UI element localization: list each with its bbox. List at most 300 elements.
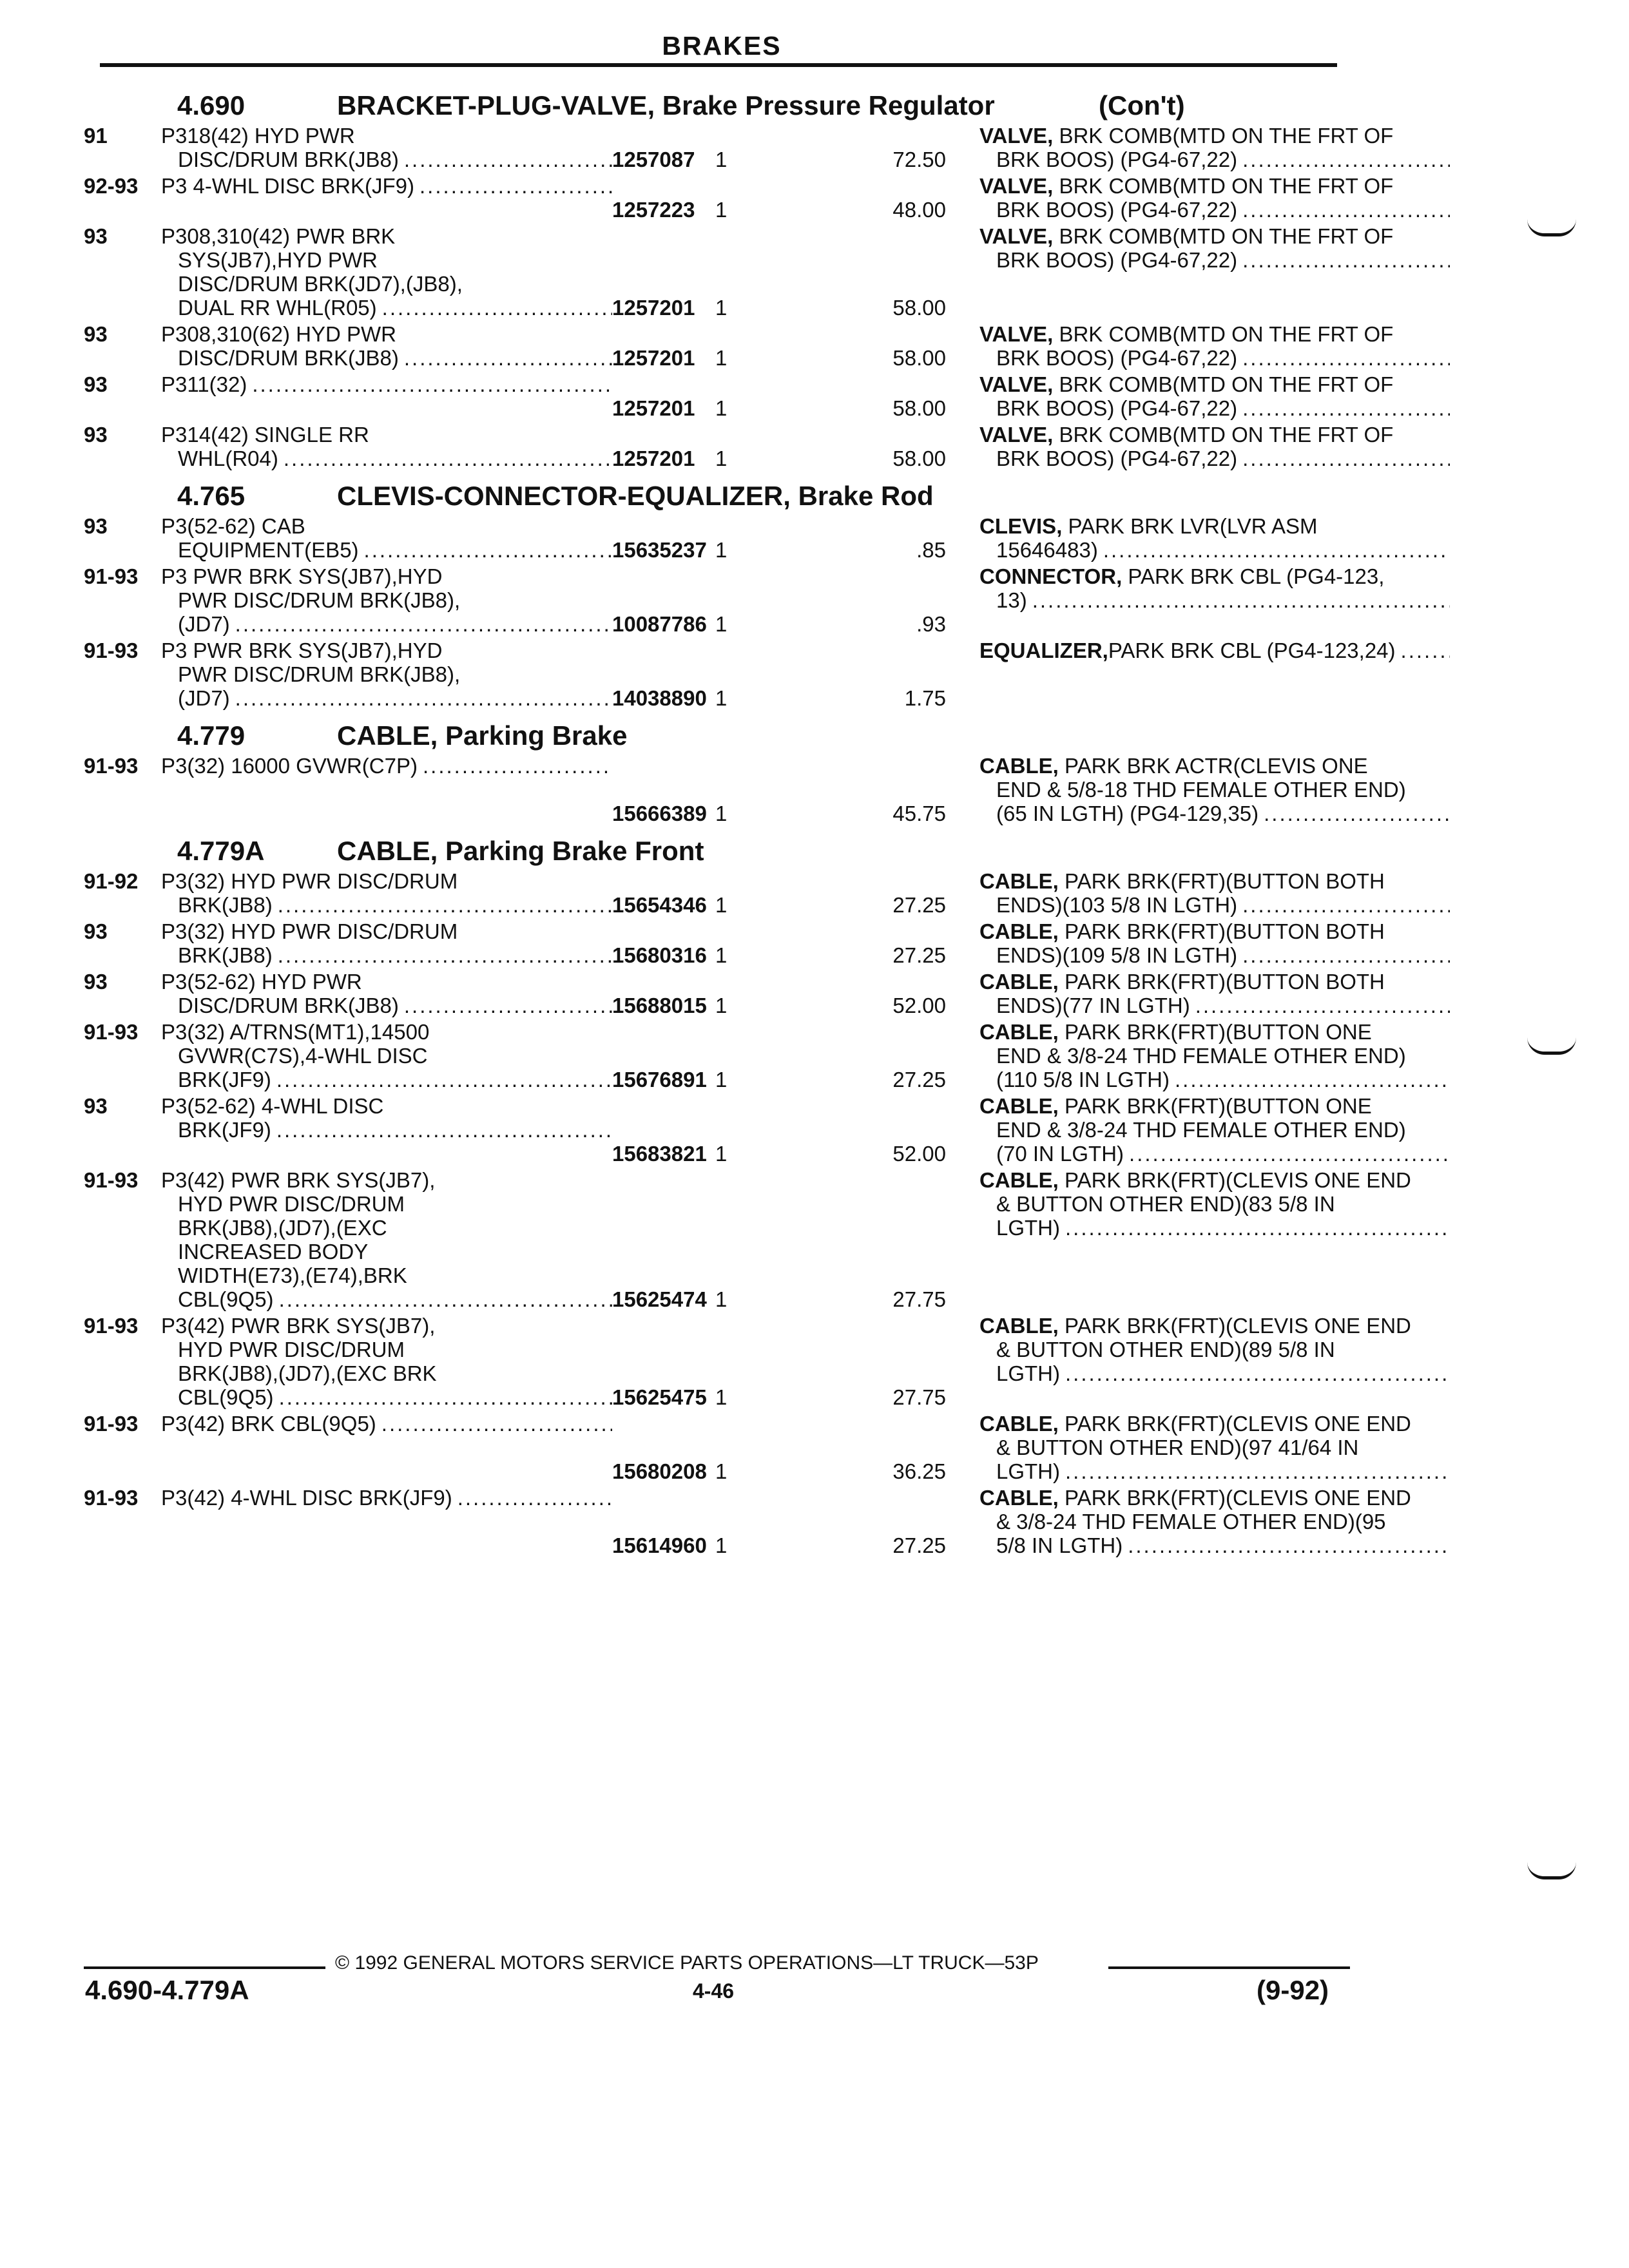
quantity-cell [696, 1094, 780, 1166]
part-line [979, 248, 1450, 272]
quantity: 1 [715, 893, 728, 917]
price: 27.25 [892, 893, 946, 917]
binder-mark [1527, 1037, 1576, 1055]
part-line [979, 1412, 1450, 1436]
price-cell [780, 1314, 979, 1409]
description-line: P3(32) A/TRNS(MT1),14500 [161, 1020, 430, 1044]
part-line [979, 943, 1450, 967]
description-text: P311(32) [161, 372, 247, 396]
list-item [84, 1094, 1406, 1166]
list-item [84, 869, 1385, 917]
description-line [161, 754, 612, 778]
description-line: P3(52-62) 4-WHL DISC [161, 1094, 384, 1118]
model-years: 91-93 [84, 564, 139, 588]
description-line: P314(42) SINGLE RR [161, 423, 369, 447]
part-description [979, 564, 1450, 636]
part-name: CABLE, [979, 1020, 1059, 1044]
part-name: VALVE, [979, 322, 1054, 346]
application-description [161, 514, 612, 562]
quantity-cell [696, 514, 780, 562]
part-number: 1257201 [612, 447, 695, 470]
part-number: 15676891 [612, 1068, 707, 1091]
part-line: END & 5/8-18 THD FEMALE OTHER END) [996, 778, 1406, 802]
part-name: CABLE, [979, 1412, 1059, 1436]
price: 27.25 [892, 943, 946, 967]
description-text: DUAL RR WHL(R05) [178, 296, 377, 320]
part-line [979, 174, 1450, 198]
part-name: CABLE, [979, 869, 1059, 893]
application-description [161, 372, 612, 420]
part-number-cell [612, 754, 707, 825]
model-years: 91-93 [84, 1020, 139, 1044]
part-name: CONNECTOR, [979, 564, 1123, 588]
part-text: 5/8 IN LGTH) [996, 1533, 1123, 1557]
application-description [161, 1020, 612, 1091]
part-text: 13) [996, 588, 1027, 612]
quantity: 1 [715, 296, 728, 320]
quantity-cell [696, 1168, 780, 1311]
price: 27.25 [892, 1068, 946, 1091]
revision-date: (9-92) [1257, 1975, 1329, 2005]
list-item [84, 1168, 1411, 1311]
description-line: INCREASED BODY [178, 1240, 369, 1264]
price-cell [780, 919, 979, 967]
part-line [979, 1094, 1450, 1118]
part-text: PARK BRK LVR(LVR ASM [1068, 514, 1318, 538]
price-cell [780, 1020, 979, 1091]
part-line [979, 372, 1450, 396]
price: 58.00 [892, 296, 946, 320]
list-item [84, 423, 1394, 470]
part-text: 15646483) [996, 538, 1098, 562]
description-line: P308,310(42) PWR BRK [161, 224, 396, 248]
part-number-cell [612, 1020, 707, 1091]
application-description [161, 639, 612, 710]
part-text: PARK BRK(FRT)(BUTTON BOTH [1065, 869, 1385, 893]
description-line [161, 148, 612, 171]
part-number-cell [612, 1486, 707, 1557]
description-line: P318(42) HYD PWR [161, 124, 355, 148]
dot-leader [1258, 802, 1450, 825]
application-description [161, 919, 612, 967]
part-text: PARK BRK(FRT)(BUTTON BOTH [1065, 919, 1385, 943]
dot-leader [359, 538, 612, 562]
price-cell [780, 124, 979, 171]
part-name: EQUALIZER, [979, 639, 1108, 662]
description-text: DISC/DRUM BRK(JB8) [178, 994, 399, 1017]
part-number: 10087786 [612, 612, 707, 636]
description-line [161, 346, 612, 370]
dot-leader [274, 1287, 612, 1311]
description-text: EQUIPMENT(EB5) [178, 538, 359, 562]
list-item [84, 639, 1396, 710]
dot-leader [376, 1412, 612, 1436]
part-number: 1257201 [612, 396, 695, 420]
part-text: BRK COMB(MTD ON THE FRT OF [1059, 423, 1394, 447]
part-number: 14038890 [612, 686, 707, 710]
section-heading [84, 85, 1347, 124]
description-line: P3 PWR BRK SYS(JB7),HYD [161, 564, 443, 588]
quantity: 1 [715, 1533, 728, 1557]
part-text: LGTH) [996, 1361, 1060, 1385]
part-description [979, 174, 1450, 222]
price: 58.00 [892, 396, 946, 420]
price-cell [780, 514, 979, 562]
list-item [84, 919, 1385, 967]
description-text: P3(42) BRK CBL(9Q5) [161, 1412, 376, 1436]
price: 48.00 [892, 198, 946, 222]
part-name: CABLE, [979, 1094, 1059, 1118]
quantity: 1 [715, 538, 728, 562]
dot-leader [274, 1385, 612, 1409]
model-years: 93 [84, 372, 108, 396]
dot-leader [230, 686, 612, 710]
part-line [979, 639, 1450, 662]
quantity: 1 [715, 447, 728, 470]
part-name: CABLE, [979, 1486, 1059, 1510]
quantity: 1 [715, 1385, 728, 1409]
dot-leader [452, 1486, 612, 1510]
description-text: P3(32) 16000 GVWR(C7P) [161, 754, 418, 778]
list-item [84, 564, 1385, 636]
price: 52.00 [892, 1142, 946, 1166]
part-number-cell [612, 970, 707, 1017]
footer-rule-left [84, 1966, 325, 1969]
part-text: (70 IN LGTH) [996, 1142, 1124, 1166]
price: 36.25 [892, 1459, 946, 1483]
part-description [979, 322, 1450, 370]
section-heading [84, 831, 1347, 869]
quantity-cell [696, 970, 780, 1017]
application-description [161, 224, 612, 320]
price: 27.75 [892, 1385, 946, 1409]
dot-leader [1027, 588, 1450, 612]
part-name: CABLE, [979, 1314, 1059, 1338]
description-line: PWR DISC/DRUM BRK(JB8), [178, 662, 461, 686]
dot-leader [1237, 248, 1450, 272]
list-item [84, 514, 1347, 562]
dot-leader [1237, 447, 1450, 470]
part-name: VALVE, [979, 124, 1054, 148]
description-line: WIDTH(E73),(E74),BRK [178, 1264, 407, 1287]
section-title: CABLE, Parking Brake Front [337, 836, 704, 866]
part-description [979, 639, 1450, 710]
part-number: 15635237 [612, 538, 707, 562]
model-years: 91-93 [84, 1168, 139, 1192]
price-cell [780, 1094, 979, 1166]
description-line: GVWR(C7S),4-WHL DISC [178, 1044, 428, 1068]
dot-leader [230, 612, 612, 636]
part-number: 1257201 [612, 296, 695, 320]
dot-leader [1237, 346, 1450, 370]
price: 72.50 [892, 148, 946, 171]
section-title: CLEVIS-CONNECTOR-EQUALIZER, Brake Rod [337, 481, 934, 511]
quantity: 1 [715, 686, 728, 710]
price-cell [780, 1412, 979, 1483]
description-line: P3 PWR BRK SYS(JB7),HYD [161, 639, 443, 662]
description-line: BRK(JB8),(JD7),(EXC BRK [178, 1361, 437, 1385]
part-number-cell [612, 514, 707, 562]
part-line [979, 893, 1450, 917]
quantity-cell [696, 639, 780, 710]
part-line [979, 423, 1450, 447]
part-description [979, 224, 1450, 320]
quantity: 1 [715, 612, 728, 636]
list-item [84, 224, 1394, 320]
part-number-cell [612, 124, 696, 171]
application-description [161, 970, 612, 1017]
part-name: CABLE, [979, 970, 1059, 994]
quantity-cell [696, 372, 780, 420]
application-description [161, 564, 612, 636]
application-description [161, 1094, 612, 1166]
part-number-cell [612, 869, 707, 917]
description-line: DISC/DRUM BRK(JD7),(JB8), [178, 272, 463, 296]
quantity-cell [696, 1020, 780, 1091]
part-description [979, 869, 1450, 917]
part-number: 15614960 [612, 1533, 707, 1557]
dot-leader [1396, 639, 1450, 662]
part-text: PARK BRK(FRT)(BUTTON ONE [1065, 1020, 1372, 1044]
description-line [161, 1287, 612, 1311]
part-text: PARK BRK CBL (PG4-123,24) [1108, 639, 1396, 662]
list-item [84, 1020, 1406, 1091]
part-line [979, 1361, 1450, 1385]
dot-leader [1124, 1142, 1450, 1166]
quantity-cell [696, 1486, 780, 1557]
price: 52.00 [892, 994, 946, 1017]
description-text: CBL(9Q5) [178, 1385, 274, 1409]
model-years: 91-93 [84, 1314, 139, 1338]
part-text: LGTH) [996, 1216, 1060, 1240]
part-number: 15683821 [612, 1142, 707, 1166]
copyright-notice: © 1992 GENERAL MOTORS SERVICE PARTS OPERATIONS—LT TRUCK—53P [335, 1952, 1039, 1974]
footer-rule-right [1108, 1966, 1350, 1969]
dot-leader [1237, 198, 1450, 222]
dot-leader [377, 296, 612, 320]
part-number: 15625475 [612, 1385, 707, 1409]
part-number: 15625474 [612, 1287, 707, 1311]
quantity: 1 [715, 802, 728, 825]
description-text: WHL(R04) [178, 447, 278, 470]
part-description [979, 423, 1450, 470]
part-description [979, 124, 1450, 171]
dot-leader [1237, 396, 1450, 420]
part-number-cell [612, 1314, 707, 1409]
part-line [979, 322, 1450, 346]
part-text: BRK BOOS) (PG4-67,22) [996, 447, 1238, 470]
part-line: & BUTTON OTHER END)(89 5/8 IN [996, 1338, 1335, 1361]
part-description [979, 1412, 1450, 1483]
part-line [979, 148, 1450, 171]
part-number-cell [612, 1412, 707, 1483]
list-item [84, 174, 1394, 222]
price: 27.25 [892, 1533, 946, 1557]
price-cell [780, 970, 979, 1017]
model-years: 91-93 [84, 1412, 139, 1436]
part-line [979, 1142, 1450, 1166]
model-years: 91-92 [84, 869, 139, 893]
dot-leader [1237, 893, 1450, 917]
section-number: 4.779 [177, 720, 246, 751]
price: .93 [916, 612, 946, 636]
section-number: 4.765 [177, 481, 246, 511]
part-line [979, 1486, 1450, 1510]
part-line [979, 802, 1450, 825]
list-item [84, 970, 1385, 1017]
part-text: ENDS)(103 5/8 IN LGTH) [996, 893, 1238, 917]
quantity-cell [696, 174, 780, 222]
description-text: CBL(9Q5) [178, 1287, 274, 1311]
part-line [979, 1314, 1450, 1338]
description-text: P3 4-WHL DISC BRK(JF9) [161, 174, 415, 198]
part-name: VALVE, [979, 372, 1054, 396]
part-text: (65 IN LGTH) (PG4-129,35) [996, 802, 1259, 825]
quantity: 1 [715, 346, 728, 370]
part-number-cell [612, 919, 707, 967]
part-text: PARK BRK(FRT)(BUTTON BOTH [1065, 970, 1385, 994]
description-line: P3(42) PWR BRK SYS(JB7), [161, 1168, 436, 1192]
list-item [84, 1486, 1411, 1557]
dot-leader [1237, 148, 1450, 171]
section-heading [84, 476, 1347, 514]
description-line [161, 1118, 612, 1142]
part-line: END & 3/8-24 THD FEMALE OTHER END) [996, 1118, 1406, 1142]
price-cell [780, 372, 979, 420]
quantity-cell [696, 322, 780, 370]
model-years: 93 [84, 224, 108, 248]
part-number: 15666389 [612, 802, 707, 825]
part-number: 15654346 [612, 893, 707, 917]
model-years: 93 [84, 423, 108, 447]
description-line: BRK(JB8),(JD7),(EXC [178, 1216, 387, 1240]
part-text: BRK BOOS) (PG4-67,22) [996, 248, 1238, 272]
dot-leader [399, 346, 612, 370]
part-line [979, 1068, 1450, 1091]
description-text: BRK(JB8) [178, 943, 273, 967]
quantity: 1 [715, 1068, 728, 1091]
part-text: BRK BOOS) (PG4-67,22) [996, 396, 1238, 420]
quantity: 1 [715, 943, 728, 967]
binder-mark [1527, 219, 1576, 236]
part-text: ENDS)(77 IN LGTH) [996, 994, 1190, 1017]
description-text: BRK(JF9) [178, 1118, 271, 1142]
description-line: SYS(JB7),HYD PWR [178, 248, 378, 272]
part-description [979, 1020, 1450, 1091]
part-line [979, 564, 1450, 588]
description-line: P308,310(62) HYD PWR [161, 322, 396, 346]
list-item [84, 754, 1406, 825]
part-text: BRK COMB(MTD ON THE FRT OF [1059, 224, 1394, 248]
list-item [84, 1412, 1411, 1483]
part-description [979, 514, 1450, 562]
price-cell [780, 1486, 979, 1557]
part-line: END & 3/8-24 THD FEMALE OTHER END) [996, 1044, 1406, 1068]
quantity-cell [696, 1314, 780, 1409]
model-years: 91 [84, 124, 108, 148]
model-years: 91-93 [84, 754, 139, 778]
price: 27.75 [892, 1287, 946, 1311]
part-text: (110 5/8 IN LGTH) [996, 1068, 1170, 1091]
part-text: PARK BRK(FRT)(CLEVIS ONE END [1065, 1168, 1411, 1192]
description-text: (JD7) [178, 612, 230, 636]
list-item [84, 1314, 1411, 1409]
dot-leader [271, 1118, 612, 1142]
part-text: BRK COMB(MTD ON THE FRT OF [1059, 174, 1394, 198]
description-line: HYD PWR DISC/DRUM [178, 1192, 405, 1216]
quantity: 1 [715, 396, 728, 420]
part-description [979, 1486, 1450, 1557]
quantity: 1 [715, 198, 728, 222]
quantity-cell [696, 224, 780, 320]
part-number-cell [612, 224, 696, 320]
description-line [161, 1385, 612, 1409]
part-name: CABLE, [979, 754, 1059, 778]
description-line: HYD PWR DISC/DRUM [178, 1338, 405, 1361]
parts-listing [84, 80, 1411, 1560]
price-cell [780, 754, 979, 825]
application-description [161, 423, 612, 470]
part-line [979, 124, 1450, 148]
description-line [161, 296, 612, 320]
part-line [979, 994, 1450, 1017]
part-line: & BUTTON OTHER END)(83 5/8 IN [996, 1192, 1335, 1216]
part-number: 1257223 [612, 198, 695, 222]
model-years: 91-93 [84, 639, 139, 662]
application-description [161, 322, 612, 370]
price-cell [780, 639, 979, 710]
list-item [84, 322, 1394, 370]
description-line [161, 943, 612, 967]
quantity: 1 [715, 994, 728, 1017]
description-line [161, 174, 612, 198]
quantity-cell [696, 754, 780, 825]
description-text: P3(42) 4-WHL DISC BRK(JF9) [161, 1486, 452, 1510]
price: .85 [916, 538, 946, 562]
price-cell [780, 1168, 979, 1311]
part-text: ENDS)(109 5/8 IN LGTH) [996, 943, 1238, 967]
application-description [161, 1168, 612, 1311]
part-text: BRK COMB(MTD ON THE FRT OF [1059, 322, 1394, 346]
part-line [979, 1459, 1450, 1483]
part-number-cell [612, 174, 696, 222]
description-text: DISC/DRUM BRK(JB8) [178, 148, 399, 171]
part-number-cell [612, 322, 696, 370]
part-number-cell [612, 564, 707, 636]
part-description [979, 919, 1450, 967]
part-text: BRK COMB(MTD ON THE FRT OF [1059, 124, 1394, 148]
quantity-cell [696, 1412, 780, 1483]
dot-leader [1237, 943, 1450, 967]
part-name: CLEVIS, [979, 514, 1063, 538]
part-description [979, 1168, 1450, 1311]
section-range: 4.690-4.779A [85, 1975, 249, 2005]
application-description [161, 174, 612, 222]
list-item [84, 372, 1394, 420]
quantity-cell [696, 124, 780, 171]
part-text: PARK BRK CBL (PG4-123, [1128, 564, 1385, 588]
part-line [979, 1168, 1450, 1192]
description-line: P3(52-62) HYD PWR [161, 970, 362, 994]
part-number: 15680316 [612, 943, 707, 967]
description-line [161, 994, 612, 1017]
dot-leader [1060, 1361, 1450, 1385]
quantity: 1 [715, 1142, 728, 1166]
part-text: BRK BOOS) (PG4-67,22) [996, 148, 1238, 171]
dot-leader [1060, 1459, 1450, 1483]
quantity: 1 [715, 1459, 728, 1483]
part-description [979, 372, 1450, 420]
